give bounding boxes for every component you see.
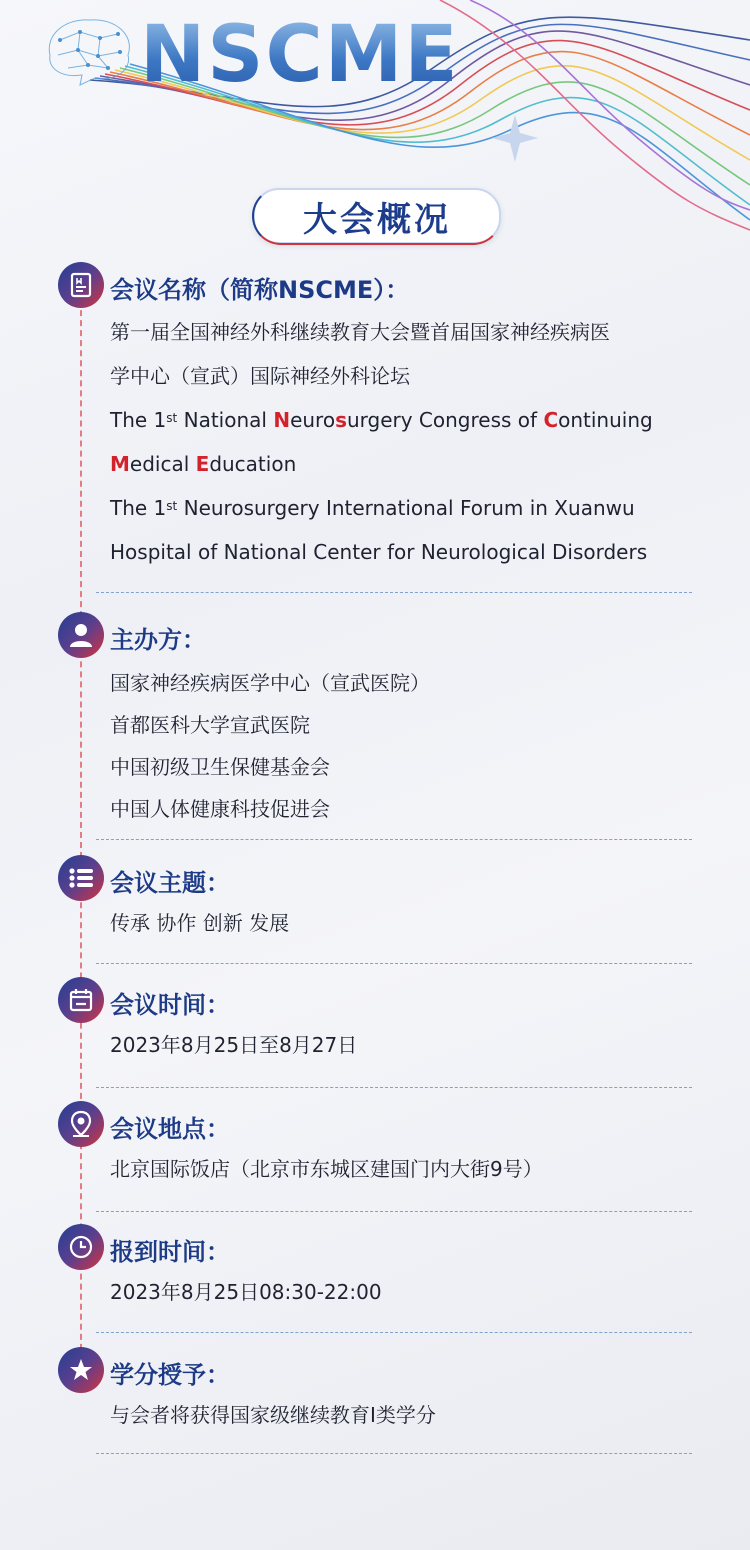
section-title-text: 学分授予： <box>110 1361 230 1389</box>
body-line: 2023年8月25日至8月27日 <box>110 1033 358 1057</box>
brain-network-icon <box>40 10 140 90</box>
divider <box>96 1453 692 1454</box>
header-banner <box>0 0 750 250</box>
body-line: 北京国际饭店（北京市东城区建国门内大街9号） <box>110 1157 543 1181</box>
body-line: 中国人体健康科技促进会 <box>110 797 330 821</box>
star-icon <box>58 1347 104 1393</box>
section-body <box>110 310 653 574</box>
section-body <box>110 1393 436 1437</box>
section-body <box>110 662 430 830</box>
section-title: 大会概况 <box>303 199 451 240</box>
body-line: 中国初级卫生保健基金会 <box>110 755 330 779</box>
section-body <box>110 1023 357 1067</box>
section-title-text: 会议主题： <box>110 869 230 897</box>
document-icon <box>58 262 104 308</box>
section-title-text: 会议时间： <box>110 991 230 1019</box>
cn-line: 学中心（宣武）国际神经外科论坛 <box>110 364 410 388</box>
en-line: Hospital of National Center for Neurological Disorders <box>110 540 648 564</box>
section-title-text: 会议名称（简称NSCME）： <box>110 276 410 304</box>
calendar-icon <box>58 977 104 1023</box>
section-title-pill <box>253 188 501 244</box>
divider <box>96 963 692 964</box>
en-line: The 1st National Neurosurgery Congress of Continuing <box>110 408 653 432</box>
divider <box>96 592 692 593</box>
body-line: 首都医科大学宣武医院 <box>110 713 310 737</box>
divider <box>96 1087 692 1088</box>
nscme-logo: NSCME <box>140 10 460 100</box>
section-title-text: 报到时间： <box>110 1238 230 1266</box>
section-body <box>110 1147 543 1191</box>
section-body <box>110 1270 382 1314</box>
cn-line: 第一届全国神经外科继续教育大会暨首届国家神经疾病医 <box>110 320 610 344</box>
en-line: Medical Education <box>110 452 297 476</box>
section-body <box>110 901 289 945</box>
divider <box>96 1211 692 1212</box>
body-line: 传承 协作 创新 发展 <box>110 911 290 935</box>
body-line: 国家神经疾病医学中心（宣武医院） <box>110 671 430 695</box>
clock-icon <box>58 1224 104 1270</box>
body-line: 与会者将获得国家级继续教育I类学分 <box>110 1403 436 1427</box>
section-title-text: 会议地点： <box>110 1115 230 1143</box>
divider <box>96 1332 692 1333</box>
location-pin-icon <box>58 1101 104 1147</box>
list-icon <box>58 855 104 901</box>
person-icon <box>58 612 104 658</box>
en-line: The 1st Neurosurgery International Forum in Xuanwu <box>110 496 635 520</box>
body-line: 2023年8月25日08:30-22:00 <box>110 1280 382 1304</box>
divider <box>96 839 692 840</box>
section-title-text: 主办方： <box>110 626 206 654</box>
